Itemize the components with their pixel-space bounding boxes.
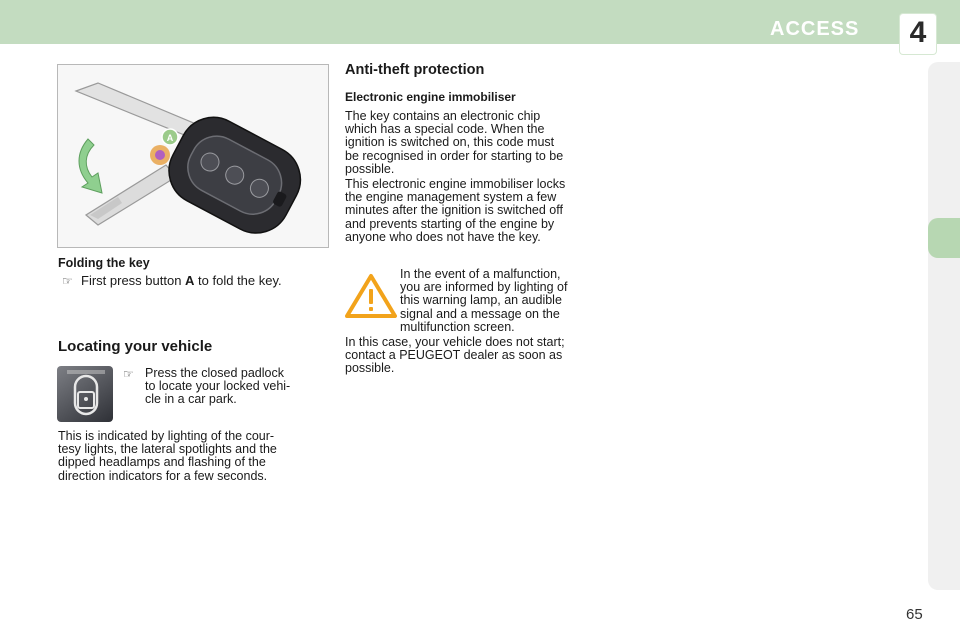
immobiliser-paragraph-2: This electronic engine immobiliser locks the engine management system a few minutes after the ignition is switched off and prevents starting of the engine by anyone who does not have the key. <box>345 177 566 244</box>
chapter-title: ACCESS <box>770 18 860 40</box>
immobiliser-subheading: Electronic engine immobiliser <box>345 90 516 104</box>
warning-triangle-icon <box>344 272 398 320</box>
folding-key-instruction: First press button A to fold the key. <box>81 273 282 288</box>
folding-key-heading: Folding the key <box>58 256 150 270</box>
locating-paragraph: This is indicated by lighting of the cour- tesy lights, the lateral spotlights and the dipped headlamps and flashing of the direction indicators for a few seconds. <box>58 429 277 483</box>
chapter-tab[interactable] <box>900 14 936 54</box>
locating-vehicle-heading: Locating your vehicle <box>58 338 213 355</box>
page-number: 65 <box>906 606 923 623</box>
malfunction-warning-text: In the event of a malfunction, you are informed by lighting of this warning lamp, an audible signal and a message on the multifunction screen. <box>400 267 568 334</box>
key-illustration <box>58 65 328 247</box>
padlock-button-icon <box>57 366 113 422</box>
locating-bullet-text: Press the closed padlock to locate your locked vehi- cle in a car park. <box>145 366 291 407</box>
side-thumb-active-tab[interactable] <box>928 218 960 258</box>
key-folding-illustration <box>57 64 329 248</box>
side-thumb-rail <box>928 62 960 590</box>
fold-button-a <box>155 150 165 160</box>
bullet-hand-icon: ☞ <box>62 274 73 288</box>
bullet-hand-icon: ☞ <box>123 367 134 381</box>
anti-theft-heading: Anti-theft protection <box>345 62 485 78</box>
rotate-arrow-icon <box>79 139 102 193</box>
dealer-advice-paragraph: In this case, your vehicle does not start; contact a PEUGEOT dealer as soon as possible. <box>345 335 565 376</box>
chapter-number: 4 <box>909 16 927 49</box>
callout-a-label: A <box>166 133 174 143</box>
immobiliser-paragraph-1: The key contains an electronic chip which has a special code. When the ignition is switched on, this code must be recognised in order for starting to be possible. <box>345 109 564 176</box>
